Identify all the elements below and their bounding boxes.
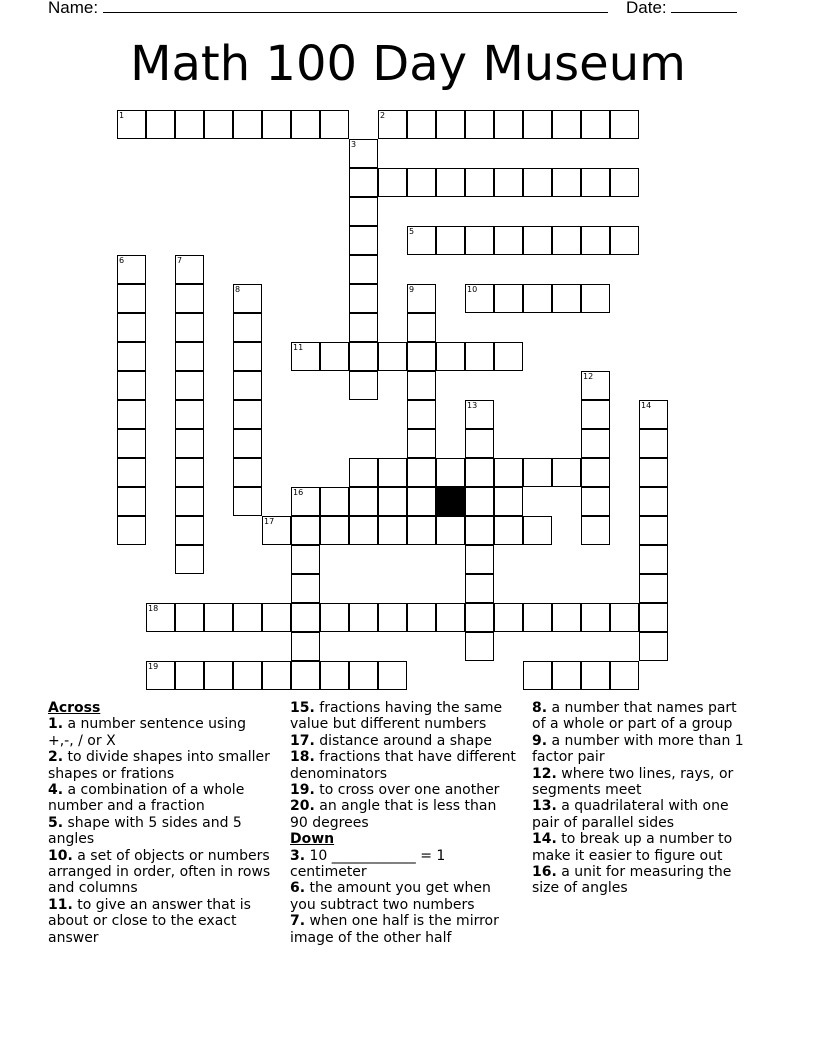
clue-number: 7 [177, 256, 183, 265]
grid-cell[interactable] [320, 110, 349, 139]
grid-cell[interactable] [465, 458, 494, 487]
grid-cell[interactable] [436, 110, 465, 139]
grid-cell[interactable] [552, 603, 581, 632]
grid-cell[interactable] [117, 284, 146, 313]
clue-item [532, 831, 752, 864]
clue-item [290, 782, 518, 798]
grid-cell[interactable] [262, 110, 291, 139]
grid-cell[interactable] [320, 603, 349, 632]
grid-cell[interactable] [465, 342, 494, 371]
grid-cell[interactable] [523, 168, 552, 197]
grid-cell[interactable] [233, 487, 262, 516]
grid-cell[interactable] [175, 255, 204, 284]
clue-item-text: the amount you get when you subtract two numbers [290, 880, 491, 913]
grid-cell[interactable] [436, 168, 465, 197]
clue-item [532, 864, 752, 897]
grid-cell[interactable] [175, 516, 204, 545]
grid-cell[interactable] [436, 342, 465, 371]
grid-cell[interactable] [639, 400, 668, 429]
grid-cell[interactable] [175, 313, 204, 342]
grid-cell[interactable] [175, 661, 204, 690]
clue-item-text: fractions that have different denominators [290, 749, 516, 782]
clue-number: 8 [235, 285, 241, 294]
clue-item-number: 19. [290, 782, 315, 799]
grid-cell[interactable] [175, 603, 204, 632]
grid-cell[interactable] [233, 429, 262, 458]
clue-heading-down: Down [290, 831, 335, 848]
grid-cell[interactable] [233, 342, 262, 371]
grid-cell[interactable] [291, 661, 320, 690]
grid-cell[interactable] [407, 487, 436, 516]
grid-cell[interactable] [117, 458, 146, 487]
clue-item-number: 3. [290, 847, 306, 864]
clue-item-text: a set of objects or numbers arranged in order, often in rows and columns [48, 847, 271, 897]
grid-cell[interactable] [523, 661, 552, 690]
clue-item-text: to cross over one another [314, 782, 500, 799]
grid-cell[interactable] [465, 516, 494, 545]
grid-cell[interactable] [233, 603, 262, 632]
grid-cell[interactable] [407, 429, 436, 458]
grid-cell[interactable] [349, 516, 378, 545]
grid-cell[interactable] [117, 516, 146, 545]
grid-cell[interactable] [349, 284, 378, 313]
grid-cell[interactable] [581, 661, 610, 690]
clue-item-number: 8. [532, 700, 548, 716]
clue-item-text: shape with 5 sides and 5 angles [48, 814, 242, 848]
clue-number: 11 [293, 343, 304, 352]
grid-cell[interactable] [146, 603, 175, 632]
clue-item-number: 18. [290, 749, 315, 766]
grid-cell[interactable] [494, 168, 523, 197]
grid-cell[interactable] [262, 603, 291, 632]
clue-item [48, 716, 276, 749]
grid-cell[interactable] [639, 574, 668, 603]
grid-cell[interactable] [523, 516, 552, 545]
grid-cell[interactable] [465, 429, 494, 458]
grid-cell[interactable] [581, 516, 610, 545]
grid-cell[interactable] [204, 110, 233, 139]
grid-cell[interactable] [552, 284, 581, 313]
grid-cell[interactable] [175, 110, 204, 139]
clue-item-text: to divide shapes into smaller shapes or frations [48, 749, 270, 782]
grid-cell[interactable] [349, 487, 378, 516]
grid-cell[interactable] [639, 429, 668, 458]
grid-cell[interactable] [291, 632, 320, 661]
grid-cell[interactable] [175, 545, 204, 574]
grid-cell[interactable] [291, 603, 320, 632]
grid-cell[interactable] [320, 487, 349, 516]
grid-cell[interactable] [349, 371, 378, 400]
name-label: Name: [48, 0, 99, 17]
grid-cell[interactable] [349, 603, 378, 632]
grid-cell[interactable] [465, 574, 494, 603]
grid-cell[interactable] [117, 487, 146, 516]
grid-cell[interactable] [581, 487, 610, 516]
grid-cell[interactable] [523, 284, 552, 313]
grid-cell[interactable] [291, 110, 320, 139]
grid-cell[interactable] [407, 284, 436, 313]
grid-cell[interactable] [465, 284, 494, 313]
grid-cell[interactable] [465, 545, 494, 574]
grid-cell[interactable] [552, 661, 581, 690]
grid-cell[interactable] [349, 255, 378, 284]
grid-cell[interactable] [378, 487, 407, 516]
clue-item-number: 6. [290, 880, 306, 897]
grid-cell[interactable] [175, 400, 204, 429]
grid-cell[interactable] [610, 603, 639, 632]
clue-item-number: 14. [532, 831, 557, 848]
grid-cell[interactable] [465, 632, 494, 661]
grid-cell[interactable] [175, 371, 204, 400]
clue-item-text: a combination of a whole number and a fraction [48, 782, 245, 815]
grid-cell[interactable] [436, 226, 465, 255]
grid-cell[interactable] [494, 516, 523, 545]
grid-cell[interactable] [407, 313, 436, 342]
grid-cell[interactable] [610, 168, 639, 197]
grid-cell[interactable] [378, 661, 407, 690]
grid-cell[interactable] [639, 516, 668, 545]
clue-number: 2 [380, 111, 386, 120]
grid-cell[interactable] [436, 458, 465, 487]
clue-number: 3 [351, 140, 357, 149]
grid-cell[interactable] [407, 371, 436, 400]
clue-heading-across: Across [48, 700, 101, 716]
grid-cell[interactable] [581, 226, 610, 255]
clue-item-number: 5. [48, 814, 64, 831]
clue-item-number: 11. [48, 896, 73, 913]
grid-cell[interactable] [117, 429, 146, 458]
clue-number: 10 [467, 285, 478, 294]
clue-item-text: a number sentence using +,-, / or X [48, 716, 246, 749]
grid-cell[interactable] [117, 255, 146, 284]
grid-cell[interactable] [349, 168, 378, 197]
grid-cell[interactable] [146, 110, 175, 139]
clue-item [532, 733, 752, 766]
clue-number: 19 [148, 662, 159, 671]
grid-cell[interactable] [233, 371, 262, 400]
clue-item [290, 700, 518, 733]
clue-item [532, 798, 752, 831]
grid-cell[interactable] [494, 487, 523, 516]
clue-item-text: 10 ____________ = 1 centimeter [290, 847, 446, 881]
grid-cell[interactable] [262, 661, 291, 690]
grid-cell[interactable] [494, 342, 523, 371]
grid-cell[interactable] [175, 342, 204, 371]
grid-cell[interactable] [378, 516, 407, 545]
clue-item-number: 2. [48, 749, 64, 766]
clue-item [532, 700, 752, 733]
clue-item [290, 880, 518, 913]
clue-item-text: where two lines, rays, or segments meet [532, 765, 734, 799]
grid-cell[interactable] [349, 313, 378, 342]
grid-cell[interactable] [349, 226, 378, 255]
grid-cell[interactable] [291, 545, 320, 574]
grid-cell[interactable] [349, 139, 378, 168]
grid-cell[interactable] [320, 516, 349, 545]
clue-item-number: 7. [290, 913, 306, 930]
clue-item [290, 848, 518, 881]
grid-cell[interactable] [407, 400, 436, 429]
clue-item-text: when one half is the mirror image of the other half [290, 913, 499, 946]
grid-cell[interactable] [465, 168, 494, 197]
clue-item-text: distance around a shape [314, 732, 492, 749]
grid-cell[interactable] [436, 516, 465, 545]
grid-cell[interactable] [465, 110, 494, 139]
clue-item [48, 749, 276, 782]
clue-item-text: to give an answer that is about or close to the exact answer [48, 896, 251, 946]
clue-item [48, 815, 276, 848]
clue-item [48, 848, 276, 897]
grid-cell[interactable] [291, 574, 320, 603]
grid-cell[interactable] [465, 226, 494, 255]
grid-cell[interactable] [523, 226, 552, 255]
clue-number: 16 [293, 488, 304, 497]
grid-cell[interactable] [552, 226, 581, 255]
clues-column-1 [48, 700, 276, 946]
grid-cell[interactable] [639, 545, 668, 574]
grid-cell[interactable] [465, 487, 494, 516]
grid-cell[interactable] [407, 342, 436, 371]
grid-cell[interactable] [407, 226, 436, 255]
clue-item [290, 749, 518, 782]
grid-cell[interactable] [320, 342, 349, 371]
clue-item-number: 13. [532, 798, 557, 815]
grid-cell[interactable] [117, 313, 146, 342]
grid-cell[interactable] [552, 458, 581, 487]
clue-item-number: 15. [290, 700, 315, 716]
grid-cell[interactable] [349, 458, 378, 487]
grid-cell[interactable] [291, 342, 320, 371]
grid-cell[interactable] [378, 342, 407, 371]
grid-cell[interactable] [552, 168, 581, 197]
grid-cell[interactable] [407, 603, 436, 632]
grid-cell[interactable] [523, 603, 552, 632]
grid-cell[interactable] [523, 458, 552, 487]
clue-item [532, 766, 752, 799]
clue-item-number: 4. [48, 782, 64, 799]
grid-cell[interactable] [494, 284, 523, 313]
grid-cell[interactable] [117, 371, 146, 400]
grid-cell[interactable] [175, 284, 204, 313]
grid-cell[interactable] [494, 458, 523, 487]
grid-cell[interactable] [146, 661, 175, 690]
clue-item-number: 12. [532, 765, 557, 782]
clue-item-number: 1. [48, 716, 64, 733]
clue-item-text: a number with more than 1 factor pair [532, 732, 744, 766]
clue-item [48, 782, 276, 815]
date-label: Date: [626, 0, 667, 17]
grid-cell[interactable] [494, 603, 523, 632]
grid-cell[interactable] [349, 342, 378, 371]
grid-cell[interactable] [233, 313, 262, 342]
clues-column-2 [290, 700, 518, 946]
clue-number: 18 [148, 604, 159, 613]
grid-cell[interactable] [117, 400, 146, 429]
grid-cell[interactable] [407, 168, 436, 197]
clue-number: 12 [583, 372, 594, 381]
grid-cell[interactable] [349, 661, 378, 690]
grid-cell[interactable] [204, 661, 233, 690]
grid-cell[interactable] [407, 110, 436, 139]
grid-cell[interactable] [581, 371, 610, 400]
grid-cell[interactable] [610, 110, 639, 139]
grid-cell[interactable] [291, 487, 320, 516]
clue-number: 9 [409, 285, 415, 294]
clue-number: 17 [264, 517, 275, 526]
grid-cell[interactable] [233, 284, 262, 313]
grid-cell[interactable] [581, 168, 610, 197]
clue-item-text: a unit for measuring the size of angles [532, 864, 732, 897]
clue-item-number: 9. [532, 732, 548, 749]
grid-cell[interactable] [494, 226, 523, 255]
grid-cell[interactable] [175, 429, 204, 458]
grid-cell[interactable] [262, 516, 291, 545]
clues-column-3 [532, 700, 752, 897]
grid-cell[interactable] [639, 632, 668, 661]
clue-item [290, 733, 518, 749]
clue-number: 13 [467, 401, 478, 410]
clue-item-text: a number that names part of a whole or part of a group [532, 700, 737, 733]
grid-cell[interactable] [175, 487, 204, 516]
clue-number: 1 [119, 111, 125, 120]
grid-cell[interactable] [175, 458, 204, 487]
grid-cell[interactable] [378, 110, 407, 139]
clue-item-text: fractions having the same value but different numbers [290, 700, 503, 733]
grid-cell[interactable] [639, 487, 668, 516]
grid-cell[interactable] [117, 342, 146, 371]
grid-cell[interactable] [465, 603, 494, 632]
grid-cell[interactable] [610, 661, 639, 690]
grid-cell[interactable] [233, 400, 262, 429]
clue-number: 14 [641, 401, 652, 410]
grid-cell[interactable] [436, 603, 465, 632]
page-title: Math 100 Day Museum [130, 36, 686, 92]
grid-cell[interactable] [581, 110, 610, 139]
grid-cell[interactable] [378, 458, 407, 487]
clue-item-number: 10. [48, 847, 73, 864]
clue-item-text: an angle that is less than 90 degrees [290, 798, 497, 831]
clue-item-number: 17. [290, 732, 315, 749]
grid-cell[interactable] [378, 603, 407, 632]
grid-cell[interactable] [581, 429, 610, 458]
grid-cell[interactable] [233, 661, 262, 690]
clue-number: 6 [119, 256, 125, 265]
grid-cell[interactable] [291, 516, 320, 545]
clue-item [48, 897, 276, 946]
grid-cell[interactable] [494, 110, 523, 139]
grid-cell[interactable] [465, 400, 494, 429]
grid-cell[interactable] [552, 110, 581, 139]
clue-item-text: to break up a number to make it easier to figure out [532, 831, 733, 864]
clue-item [290, 798, 518, 831]
grid-cell[interactable] [523, 110, 552, 139]
grid-cell[interactable] [233, 110, 262, 139]
grid-cell[interactable] [320, 661, 349, 690]
grid-cell[interactable] [639, 603, 668, 632]
clue-item-text: a quadrilateral with one pair of parallel sides [532, 798, 729, 831]
grid-cell[interactable] [407, 516, 436, 545]
grid-cell[interactable] [581, 284, 610, 313]
clue-number: 5 [409, 227, 415, 236]
grid-cell[interactable] [581, 458, 610, 487]
grid-cell[interactable] [204, 603, 233, 632]
grid-cell[interactable] [117, 110, 146, 139]
grid-cell[interactable] [407, 458, 436, 487]
clue-item-number: 16. [532, 864, 557, 881]
grid-cell[interactable] [581, 400, 610, 429]
grid-cell[interactable] [581, 603, 610, 632]
clue-item-number: 20. [290, 798, 315, 815]
grid-cell[interactable] [349, 197, 378, 226]
grid-cell[interactable] [610, 226, 639, 255]
black-cell [436, 487, 465, 516]
grid-cell[interactable] [639, 458, 668, 487]
grid-cell[interactable] [233, 458, 262, 487]
grid-cell[interactable] [378, 168, 407, 197]
clue-item [290, 913, 518, 946]
